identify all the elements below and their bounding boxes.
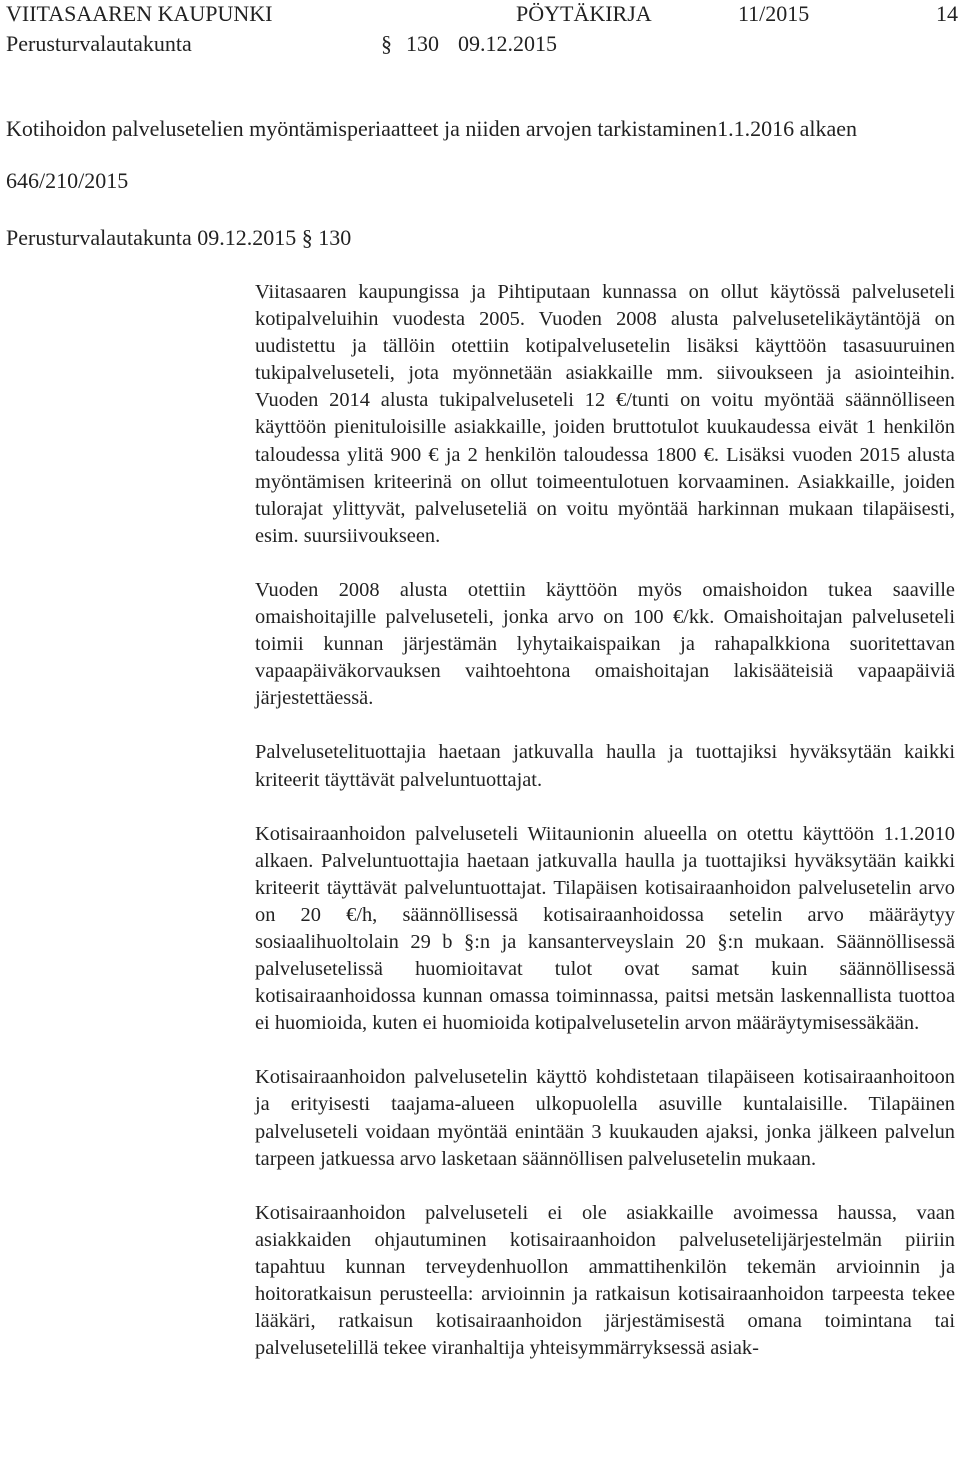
paragraph: Kotisairaanhoidon palveluseteli Wiitaunionin alueella on otettu käyttöön 1.1.2010 alkaen. Palveluntuottajia haetaan jatkuvalla haulla ja tuottajiksi hyväksytään kaikki kriteerit täyttävät palveluntuottajat. Tilapäisen kotisairaanhoidon palvelusetelin arvo on 20 €/h, säännöllisessä kotisairaanhoidossa setelin arvo määräytyy sosiaalihuoltolain 29 b §:n ja kansanterveyslain 20 §:n mukaan. Säännöllisessä palvelusetelissä huomioitavat tulot ovat samat kuin säännöllisessä kotisairaanhoidossa kunnan omassa toiminnassa, paitsi metsän laskennallista tuottoa ei huomioida, kuten ei huomioida kotipalvelusetelin arvon määräytymisessäkään. (255, 822, 955, 1035)
paragraph: Vuoden 2008 alusta otettiin käyttöön myös omaishoidon tukea saaville omaishoitajille palveluseteli, jonka arvo on 100 €/kk. Omaishoitajan palveluseteli toimii kunnan järjestämän lyhytaikaispaikan ja rahapalkkiona suoritettavan vapaapäiväkorvauksen vaihtoehtona omaishoitajan lakisääteisiä vapaapäiviä järjestettäessä. (255, 578, 955, 710)
document-type: PÖYTÄKIRJA (516, 1, 652, 26)
meeting-date: 09.12.2015 (458, 31, 557, 56)
item-body (255, 279, 955, 1389)
meeting-section: 130 (318, 225, 352, 250)
section-number: 130 (406, 31, 439, 56)
header-row-1 (6, 0, 956, 28)
section-mark: § (381, 31, 392, 56)
organization-name: VIITASAAREN KAUPUNKI (6, 1, 273, 26)
meeting-ref-prefix: Perusturvalautakunta 09.12.2015 (6, 225, 297, 250)
paragraph: Viitasaaren kaupungissa ja Pihtiputaan kunnassa on ollut käytössä palveluseteli kotipalveluihin vuodesta 2005. Vuoden 2008 alusta palvelusetelikäytäntöjä on uudistettu ja tällöin otettiin kotipalvelusetelin lisäksi käyttöön tasasuuruinen tukipalveluseteli, jota myönnetään asiakkaille mm. siivoukseen ja asiointeihin. Vuoden 2014 alusta tukipalveluseteli 12 €/tunti on voitu myöntää säännölliseen käyttöön pienituloisille asiakkaille, joiden bruttotulot kuukaudessa eivät 1 henkilön taloudessa ylitä 900 € ja 2 henkilön taloudessa 1800 €. Lisäksi vuoden 2015 alusta myöntämisen kriteerinä on ollut toimeentulotuen korvaaminen. Asiakkaille, joiden tulorajat ylittyvät, palveluseteliä on voitu myöntää harkinnan mukaan tilapäisesti, esim. suursiivoukseen. (255, 281, 955, 547)
paragraph: Kotisairaanhoidon palvelusetelin käyttö kohdistetaan tilapäiseen kotisairaanhoitoon ja erityisesti taajama-alueen ulkopuolella asuville kuntalaisille. Tilapäinen palveluseteli voidaan myöntää enintään 3 kuukauden ajaksi, jonka jälkeen palvelun tarpeen jatkuessa arvo lasketaan säännöllisen palvelusetelin mukaan. (255, 1066, 955, 1170)
committee-name: Perusturvalautakunta (6, 31, 192, 56)
item-title: Kotihoidon palvelusetelien myöntämisperiaatteet ja niiden arvojen tarkistaminen1.1.2016 alkaen (6, 116, 858, 141)
page-number: 14 (936, 1, 958, 26)
diary-number: 646/210/2015 (6, 168, 129, 193)
document-header (6, 0, 956, 58)
meeting-reference (6, 224, 351, 252)
issue-number: 11/2015 (738, 1, 810, 26)
meeting-section-mark: § (301, 225, 313, 250)
paragraph: Kotisairaanhoidon palveluseteli ei ole asiakkaille avoimessa haussa, vaan asiakkaiden ohjautuminen kotisairaanhoidon palvelusetelijärjestelmän piiriin tapahtuu kunnan terveydenhuollon ammattihenkilön tekemän arvioinnin ja hoitoratkaisun perusteella: arvioinnin ja ratkaisun kotisairaanhoidon tarpeesta tekee lääkäri, ratkaisun kotisairaanhoidon järjestämisestä omana toimintana tai palvelusetelillä tekee viranhaltija yhteisymmärryksessä asiak- (255, 1201, 955, 1360)
paragraph: Palvelusetelituottajia haetaan jatkuvalla haulla ja tuottajiksi hyväksytään kaikki kriteerit täyttävät palveluntuottajat. (255, 741, 955, 791)
header-row-2 (6, 30, 956, 58)
